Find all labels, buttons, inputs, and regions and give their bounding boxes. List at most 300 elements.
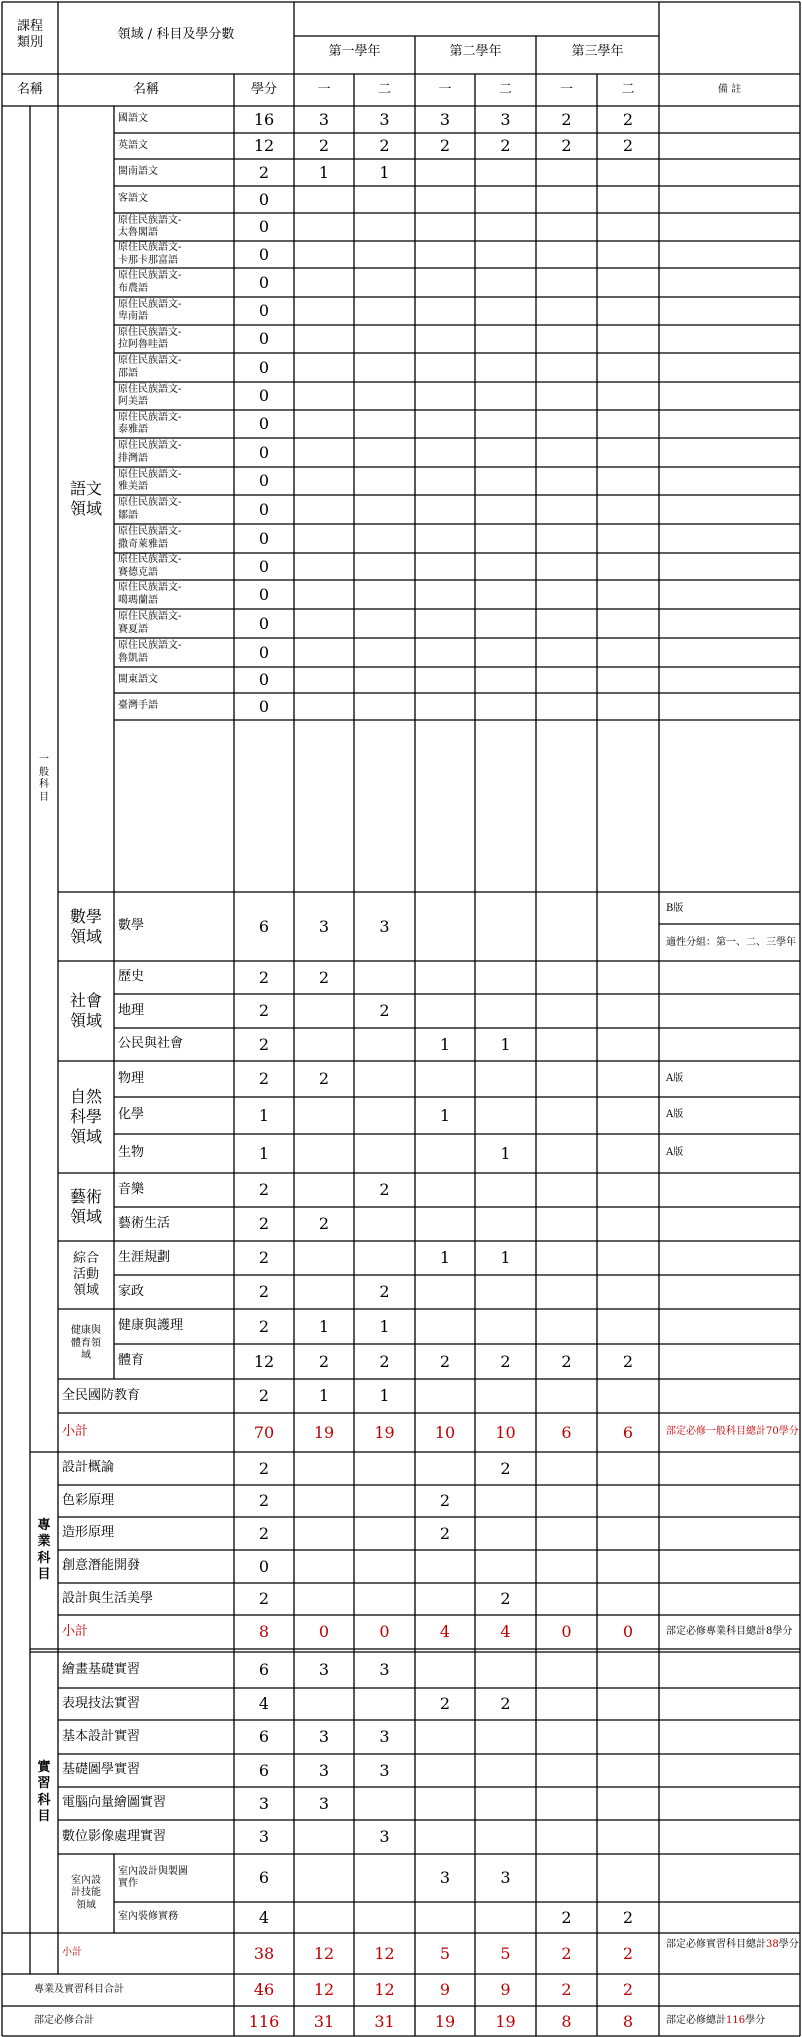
semester-value xyxy=(597,693,659,720)
semester-header: 二 xyxy=(621,81,635,97)
semester-value xyxy=(354,1028,415,1061)
semester-value xyxy=(415,213,475,241)
credits-value: 46 xyxy=(253,1980,275,1999)
subject-name: 公民與社會 xyxy=(118,1036,184,1052)
credits-value: 0 xyxy=(258,613,270,633)
semester-value xyxy=(475,495,536,524)
semester-value xyxy=(475,1550,536,1583)
semester-value xyxy=(536,159,597,186)
semester-value xyxy=(536,467,597,495)
semester-value: 8 xyxy=(622,2011,634,2031)
semester-value: 3 xyxy=(318,1760,330,1780)
semester-value xyxy=(415,1787,475,1820)
subject-name: 地理 xyxy=(118,1002,145,1018)
semester-value xyxy=(597,638,659,667)
semester-value xyxy=(415,524,475,553)
semester-value xyxy=(415,325,475,353)
semester-value xyxy=(415,1134,475,1173)
remark-text: 部定必修總計 xyxy=(666,2015,726,2027)
subject-name: 繪畫基礎實習 xyxy=(62,1661,141,1677)
semester-value: 3 xyxy=(379,1827,390,1846)
semester-value xyxy=(536,268,597,297)
semester-value xyxy=(536,892,597,961)
semester-value xyxy=(415,638,475,667)
semester-value xyxy=(415,1379,475,1413)
semester-value xyxy=(475,892,536,961)
semester-value xyxy=(536,325,597,353)
semester-value xyxy=(536,1134,597,1173)
credits-value: 1 xyxy=(258,1143,270,1163)
semester-value xyxy=(475,1902,536,1933)
semester-value xyxy=(294,1241,354,1275)
semester-value xyxy=(354,1134,415,1173)
semester-value xyxy=(475,410,536,438)
semester-value xyxy=(536,1854,597,1902)
semester-value xyxy=(597,1452,659,1485)
year1-header: 第一學年 xyxy=(328,43,381,59)
semester-value xyxy=(294,438,354,467)
semester-value: 1 xyxy=(379,1316,390,1336)
semester-value xyxy=(354,580,415,609)
semester-value xyxy=(294,213,354,241)
semester-value xyxy=(536,693,597,720)
professional-category-label: 專 業 科 目 xyxy=(37,1518,51,1582)
semester-value xyxy=(597,1173,659,1207)
semester-value: 3 xyxy=(318,1727,330,1746)
semester-value xyxy=(294,580,354,609)
semester-value xyxy=(294,297,354,325)
semester-value xyxy=(536,580,597,609)
credits-value: 70 xyxy=(253,1422,275,1442)
semester-value: 1 xyxy=(379,162,390,182)
subject-name: 基礎圖學實習 xyxy=(62,1762,141,1778)
credits-value: 2 xyxy=(258,1248,270,1267)
subject-name: 物理 xyxy=(118,1070,145,1086)
semester-value: 31 xyxy=(313,2011,335,2031)
semester-value xyxy=(294,524,354,553)
semester-value xyxy=(597,1275,659,1309)
semester-value: 2 xyxy=(500,1589,511,1608)
semester-value: 2 xyxy=(439,1523,451,1543)
semester-value xyxy=(415,410,475,438)
credits-value: 2 xyxy=(258,1001,270,1020)
semester-value: 2 xyxy=(622,1907,634,1927)
semester-value xyxy=(475,438,536,467)
subject-name: 閩東語文 xyxy=(118,673,158,685)
social-domain-label: 社會 領域 xyxy=(69,991,102,1030)
semester-value xyxy=(354,382,415,410)
semester-value: 2 xyxy=(318,967,330,987)
math-domain-label: 數學 領域 xyxy=(69,906,102,946)
subject-name: 設計與生活美學 xyxy=(62,1590,154,1606)
semester-value xyxy=(294,638,354,667)
course-type-header: 課程 類別 xyxy=(16,18,43,50)
semester-value xyxy=(597,1754,659,1787)
semester-value xyxy=(354,693,415,720)
semester-value xyxy=(475,580,536,609)
semester-value xyxy=(475,524,536,553)
semester-value xyxy=(415,609,475,638)
semester-value xyxy=(294,325,354,353)
credits-value: 2 xyxy=(258,1458,270,1478)
semester-value xyxy=(597,892,659,961)
subject-name: 數學 xyxy=(118,918,145,934)
credits-value: 2 xyxy=(258,1316,270,1336)
semester-value xyxy=(536,382,597,410)
subject-name: 原住民族語文- 太魯閣語 xyxy=(118,214,182,238)
semester-value xyxy=(597,467,659,495)
subject-name: 閩南語文 xyxy=(118,166,158,178)
credits-value: 0 xyxy=(258,670,270,689)
semester-value xyxy=(415,667,475,693)
credits-value: 1 xyxy=(258,1105,270,1125)
semester-value xyxy=(475,638,536,667)
credits-value: 6 xyxy=(258,1760,270,1780)
credits-value: 0 xyxy=(258,301,270,320)
semester-value xyxy=(536,438,597,467)
semester-value xyxy=(354,495,415,524)
semester-value xyxy=(597,1720,659,1754)
semester-value xyxy=(294,1097,354,1134)
credits-value: 6 xyxy=(258,1660,270,1679)
semester-value: 3 xyxy=(439,109,451,129)
semester-value: 2 xyxy=(379,1351,390,1371)
semester-value xyxy=(475,1061,536,1097)
semester-value xyxy=(415,961,475,994)
semester-value xyxy=(597,438,659,467)
semester-value xyxy=(597,1688,659,1720)
semester-value xyxy=(597,553,659,580)
semester-value xyxy=(354,297,415,325)
semester-value xyxy=(294,241,354,268)
semester-value xyxy=(415,553,475,580)
semester-value xyxy=(415,1550,475,1583)
credits-value: 0 xyxy=(258,414,270,433)
credits-value: 0 xyxy=(258,386,270,405)
semester-value xyxy=(536,524,597,553)
semester-value: 0 xyxy=(622,1622,634,1641)
year2-header: 第二學年 xyxy=(449,43,502,59)
semester-value xyxy=(415,1652,475,1688)
credits-value: 2 xyxy=(258,1523,270,1543)
semester-value: 9 xyxy=(439,1980,451,1999)
semester-value xyxy=(294,609,354,638)
semester-value xyxy=(597,1028,659,1061)
semester-value xyxy=(597,241,659,268)
semester-value xyxy=(475,1173,536,1207)
semester-value xyxy=(354,524,415,553)
semester-value: 31 xyxy=(374,2011,395,2031)
semester-value xyxy=(536,1379,597,1413)
semester-value xyxy=(536,1720,597,1754)
credits-value: 2 xyxy=(258,1034,270,1054)
semester-value: 0 xyxy=(318,1622,330,1641)
semester-value xyxy=(294,268,354,297)
semester-value xyxy=(415,353,475,382)
semester-value xyxy=(354,1485,415,1517)
semester-value xyxy=(354,186,415,213)
subject-name: 原住民族語文- 噶瑪蘭語 xyxy=(118,582,182,606)
credits-value: 0 xyxy=(258,471,270,490)
semester-value: 3 xyxy=(500,1868,511,1887)
subject-name: 原住民族語文- 邵語 xyxy=(118,355,182,379)
semester-header: 一 xyxy=(317,81,331,97)
semester-value: 4 xyxy=(500,1622,511,1641)
semester-value xyxy=(354,1583,415,1615)
subject-name: 藝術生活 xyxy=(118,1215,171,1231)
credits-value: 0 xyxy=(258,584,270,604)
credits-value: 0 xyxy=(258,272,270,292)
semester-value xyxy=(597,1097,659,1134)
semester-value xyxy=(597,213,659,241)
semester-value xyxy=(294,186,354,213)
name-col-header-2: 名稱 xyxy=(132,81,159,97)
semester-value xyxy=(354,467,415,495)
semester-value xyxy=(415,1173,475,1207)
semester-value xyxy=(415,1275,475,1309)
remarks-header: 備 註 xyxy=(717,83,742,95)
semester-value: 3 xyxy=(379,109,390,129)
semester-value xyxy=(597,1820,659,1854)
semester-value xyxy=(415,268,475,297)
semester-value xyxy=(597,994,659,1028)
semester-value xyxy=(415,1207,475,1241)
semester-value xyxy=(536,1452,597,1485)
remark-note: 部定必修一般科目總計70學分 xyxy=(666,1426,799,1438)
semester-header: 一 xyxy=(438,81,452,97)
semester-value xyxy=(294,1028,354,1061)
semester-value xyxy=(475,994,536,1028)
semester-value xyxy=(354,1787,415,1820)
credits-value: 0 xyxy=(258,329,270,348)
subject-name: 部定必修合計 xyxy=(34,2015,94,2027)
credits-value: 2 xyxy=(258,162,270,182)
semester-value xyxy=(597,1241,659,1275)
semester-value xyxy=(597,159,659,186)
semester-value: 2 xyxy=(439,136,451,155)
subject-name: 原住民族語文- 阿美語 xyxy=(118,383,182,407)
semester-value: 19 xyxy=(495,2011,516,2031)
semester-value xyxy=(415,693,475,720)
subject-name: 生物 xyxy=(118,1145,145,1161)
semester-value xyxy=(294,1820,354,1854)
remark-number: 116 xyxy=(726,2015,746,2027)
semester-value: 12 xyxy=(374,1943,395,1963)
semester-value xyxy=(294,1173,354,1207)
semester-value xyxy=(415,382,475,410)
semester-value xyxy=(536,1061,597,1097)
semester-value xyxy=(354,638,415,667)
subject-name: 數位影像處理實習 xyxy=(62,1828,167,1844)
remark-text: 部定必修實習科目總計 xyxy=(666,1939,766,1950)
semester-value xyxy=(294,1902,354,1933)
semester-value xyxy=(597,1652,659,1688)
semester-value xyxy=(415,580,475,609)
semester-value xyxy=(597,580,659,609)
credits-value: 12 xyxy=(253,136,275,155)
subject-name: 原住民族語文- 鄒語 xyxy=(118,497,182,521)
semester-value xyxy=(475,1652,536,1688)
subject-name: 小計 xyxy=(62,1623,89,1639)
semester-value: 10 xyxy=(434,1422,456,1442)
practical-category-label: 實 習 科 目 xyxy=(37,1760,51,1824)
credits-value: 0 xyxy=(258,244,270,264)
semester-value xyxy=(475,1309,536,1344)
subject-name: 室內裝修實務 xyxy=(118,1911,178,1923)
semester-value: 2 xyxy=(379,1282,390,1301)
semester-value xyxy=(597,297,659,325)
semester-value: 10 xyxy=(495,1422,516,1442)
semester-value xyxy=(536,1688,597,1720)
semester-value xyxy=(536,1787,597,1820)
semester-value xyxy=(294,1485,354,1517)
semester-value: 12 xyxy=(313,1943,335,1963)
credits-value: 0 xyxy=(258,499,270,519)
semester-value xyxy=(354,325,415,353)
subject-name: 原住民族語文- 雅美語 xyxy=(118,468,182,492)
semester-value: 3 xyxy=(379,1727,390,1746)
credits-value: 3 xyxy=(258,1793,270,1813)
semester-value xyxy=(597,495,659,524)
semester-value: 1 xyxy=(500,1143,511,1163)
semester-value: 2 xyxy=(622,109,634,129)
semester-value xyxy=(354,1452,415,1485)
semester-value: 19 xyxy=(374,1422,395,1442)
semester-value xyxy=(536,410,597,438)
semester-value xyxy=(597,1854,659,1902)
semester-value xyxy=(536,1583,597,1615)
semester-value xyxy=(415,467,475,495)
activity-domain-label: 綜合 活動 領域 xyxy=(72,1250,99,1299)
semester-value: 2 xyxy=(500,1458,511,1478)
subject-name: 原住民族語文- 賽夏語 xyxy=(118,611,182,635)
subject-name: 小計 xyxy=(62,1947,82,1959)
language-domain-label: 語文 領域 xyxy=(69,479,102,518)
semester-value: 2 xyxy=(318,1214,330,1233)
semester-value xyxy=(536,297,597,325)
semester-value xyxy=(536,1820,597,1854)
semester-value xyxy=(415,1720,475,1754)
semester-value: 2 xyxy=(561,1943,572,1963)
subject-name: 原住民族語文- 撒奇萊雅語 xyxy=(118,526,182,550)
semester-value: 1 xyxy=(439,1248,451,1267)
semester-value xyxy=(597,1379,659,1413)
credits-value: 2 xyxy=(258,1214,270,1233)
semester-value: 3 xyxy=(379,1760,390,1780)
semester-value xyxy=(475,667,536,693)
semester-value xyxy=(597,1309,659,1344)
semester-value xyxy=(294,667,354,693)
semester-value xyxy=(475,213,536,241)
semester-value xyxy=(354,1061,415,1097)
semester-value: 2 xyxy=(561,136,572,155)
subject-name: 原住民族語文- 排灣語 xyxy=(118,440,182,464)
semester-value: 2 xyxy=(622,1351,634,1371)
semester-value xyxy=(597,325,659,353)
semester-value xyxy=(475,159,536,186)
subject-name: 電腦向量繪圖實習 xyxy=(62,1795,167,1811)
semester-value xyxy=(536,1754,597,1787)
semester-value xyxy=(354,353,415,382)
semester-value xyxy=(294,693,354,720)
semester-value xyxy=(294,1688,354,1720)
semester-value xyxy=(536,1097,597,1134)
semester-value xyxy=(475,1275,536,1309)
semester-value xyxy=(415,1452,475,1485)
subject-name: 歷史 xyxy=(118,969,145,985)
subject-name: 健康與護理 xyxy=(118,1318,184,1334)
semester-value: 2 xyxy=(379,136,390,155)
semester-value xyxy=(415,241,475,268)
remark-note: 適性分組：第一、二、三學年 xyxy=(666,936,796,948)
semester-value xyxy=(536,1275,597,1309)
semester-value xyxy=(475,1207,536,1241)
semester-value xyxy=(475,353,536,382)
semester-value xyxy=(415,1902,475,1933)
credits-value: 6 xyxy=(258,916,270,936)
semester-value: 1 xyxy=(500,1248,511,1267)
interior-domain-label: 室內設 計技能 領域 xyxy=(71,1874,101,1911)
credits-value: 0 xyxy=(258,357,270,377)
subject-name: 室內設計與製圖 實作 xyxy=(118,1865,188,1889)
semester-value xyxy=(536,1241,597,1275)
semester-value: 3 xyxy=(318,1793,330,1813)
remark-note xyxy=(662,2006,800,2037)
semester-value: 1 xyxy=(439,1105,451,1125)
semester-value xyxy=(294,495,354,524)
subject-name: 國語文 xyxy=(118,113,148,125)
credits-value: 2 xyxy=(258,967,270,987)
semester-value xyxy=(536,553,597,580)
semester-value: 6 xyxy=(561,1422,572,1442)
subject-name: 原住民族語文- 卑南語 xyxy=(118,298,182,322)
general-category-label: 一 般 科 目 xyxy=(39,754,49,803)
semester-value: 9 xyxy=(500,1980,511,1999)
semester-value xyxy=(294,1275,354,1309)
semester-value xyxy=(475,1485,536,1517)
semester-header: 二 xyxy=(377,81,391,97)
subject-name: 專業及實習科目合計 xyxy=(34,1983,124,1995)
semester-value xyxy=(475,1379,536,1413)
remark-text: 學分 xyxy=(745,2015,766,2027)
semester-value: 2 xyxy=(500,1351,511,1371)
semester-value: 2 xyxy=(500,136,511,155)
semester-value xyxy=(475,1517,536,1550)
semester-value xyxy=(294,1854,354,1902)
name-col-header: 名稱 xyxy=(16,81,43,97)
credits-value: 6 xyxy=(258,1727,270,1746)
semester-value xyxy=(294,1517,354,1550)
semester-value xyxy=(354,268,415,297)
semester-value xyxy=(597,1583,659,1615)
semester-value: 6 xyxy=(622,1422,634,1442)
semester-value: 12 xyxy=(374,1980,395,1999)
semester-value: 2 xyxy=(561,109,572,129)
semester-value xyxy=(475,1787,536,1820)
semester-value xyxy=(597,1550,659,1583)
credits-value: 0 xyxy=(258,1556,270,1576)
credits-value: 16 xyxy=(253,109,275,129)
semester-value xyxy=(536,609,597,638)
semester-value xyxy=(597,1134,659,1173)
semester-value xyxy=(536,1207,597,1241)
semester-value xyxy=(536,1028,597,1061)
semester-value xyxy=(354,1517,415,1550)
semester-value xyxy=(597,268,659,297)
subject-name: 客語文 xyxy=(118,193,148,205)
semester-value: 3 xyxy=(318,916,330,936)
semester-value: 4 xyxy=(439,1622,451,1641)
